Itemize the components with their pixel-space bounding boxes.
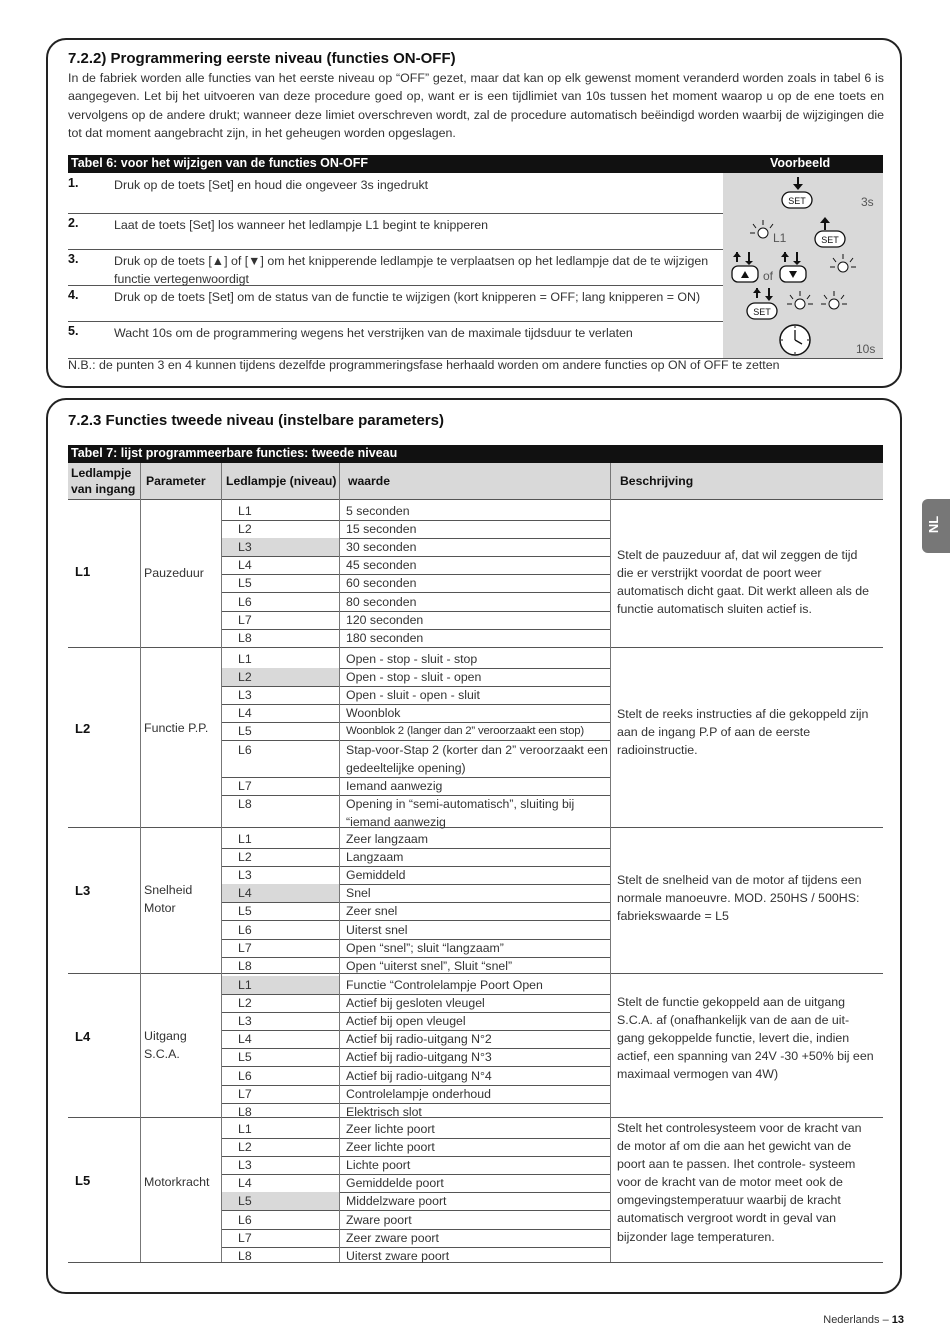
table-row [222,848,610,867]
value-cell: Stap-voor-Stap 2 (korter dan 2” veroorzaakt een gedeeltelijke opening) [346,742,608,775]
table-row [222,921,610,940]
value-cell: Actief bij radio-uitgang N°2 [346,1032,492,1047]
led-label: L1 [773,231,787,245]
level-cell: L3 [222,538,339,556]
table-row [222,502,610,521]
table6-row-4 [68,285,883,322]
table-row [222,629,610,647]
table6-note: N.B.: de punten 3 en 4 kunnen tijdens dezelfde programmeringsfase herhaald worden om andere functies op ON of OFF te zetten [68,358,780,372]
table-row [222,1192,610,1211]
svg-text:SET: SET [788,196,806,206]
section-title-second-level: 7.2.3 Functies tweede niveau (instelbare parameters) [68,412,444,429]
table-row [222,1156,610,1175]
level-cell: L6 [238,1068,252,1083]
table7-title: Tabel 7: lijst programmeerbare functies: tweede niveau [71,446,398,460]
table6-example-header: Voorbeeld [770,156,831,170]
table-row [222,574,610,593]
table-row [222,611,610,630]
blinking-led-icon [783,289,817,319]
table-row [222,538,610,557]
value-cell: Functie “Controlelampje Poort Open [346,978,543,992]
example-cell [723,213,883,249]
language-tab[interactable] [922,499,950,553]
table-row [222,1174,610,1193]
level-cell: L2 [238,850,252,865]
step-number: 2. [68,216,79,230]
table7-header-row [68,463,883,500]
value-cell: Zeer snel [346,904,398,919]
table7-column-divider [339,463,340,1262]
table-row [222,830,610,849]
value-cell: 120 seconden [346,612,424,627]
down-button-icon [777,250,811,284]
value-cell: Uiterst zware poort [346,1248,450,1263]
table7-group-l1 [68,499,883,648]
blinking-led-icon [817,289,851,319]
table6-row-3 [68,249,883,286]
level-cell: L7 [238,1086,252,1101]
value-cell: Opening in “semi-automatisch”, sluiting bij “iemand aanwezig [346,796,575,829]
value-cell: Elektrisch slot [346,1104,422,1119]
page-footer [823,1314,904,1326]
input-led-id: L2 [75,721,91,736]
level-cell: L7 [238,778,252,793]
table-row [222,1229,610,1248]
table6-title: Tabel 6: voor het wijzigen van de functies ON-OFF [71,156,369,170]
example-cell [723,285,883,321]
level-cell: L2 [238,1140,252,1155]
value-cell: Zware poort [346,1212,412,1227]
example-duration-label: 3s [861,195,874,209]
level-cell: L6 [238,922,252,937]
input-led-id: L5 [75,1173,91,1188]
level-cell: L2 [222,668,339,686]
level-cell: L4 [238,706,252,721]
header-input-led [71,463,141,501]
value-cell: 5 seconden [346,504,410,518]
table-row [222,1048,610,1067]
parameter-name: Pauzeduur [144,566,204,580]
example-cell [723,321,883,358]
parameter-name: Motorkracht [144,1175,210,1189]
example-cell [723,173,883,213]
value-cell: Open “snel”; sluit “langzaam” [346,940,504,955]
value-cell: 80 seconden [346,594,417,609]
value-cell: Gemiddeld [346,868,406,883]
level-cell: L2 [238,996,252,1011]
table6-row-2 [68,213,883,250]
header-value: waarde [348,474,391,488]
level-cell: L3 [238,1158,252,1173]
level-cell: L3 [238,1014,252,1029]
level-cell: L3 [238,688,252,703]
intro-paragraph: In de fabriek worden alle functies van het eerste niveau op “OFF” gezet, maar dat kan op elk gewenst moment veranderd worden zoals in tabel 6 is aangegeven. Let bij het uitvoeren van deze procedure goed op, want er is een tijdlimiet van 10s tussen het moment waarop u op de ene toets en vervolgens op de andere drukt; wanneer deze limiet overschreven wordt, zal de procedure automatisch beëindigd worden waarbij de wijzigingen die tot dat moment aangebracht zijn, in het geheugen worden opgeslagen. [68,71,884,140]
level-cell: L1 [238,832,252,846]
footer-language: Nederlands – [823,1314,892,1326]
table6-row-5 [68,321,883,359]
value-cell: Uiterst snel [346,922,408,937]
parameter-description: Stelt de pauzeduur af, dat wil zeggen de tijd die er verstrijkt voordat de poort weer automatisch dicht gaat. Dit werkt alleen als de functie automatisch sluiten actief is. [617,548,870,617]
level-cell: L5 [238,904,252,919]
table-row [222,976,610,995]
step-text: Druk op de toets [Set] om de status van de functie te wijzigen (kort knipperen = OFF; lang knipperen = ON) [114,290,701,304]
value-cell: Zeer lichte poort [346,1140,435,1155]
step-text: Wacht 10s om de programmering wegens het verstrijken van de maximale tijdsduur te verlaten [114,326,633,340]
value-cell: Woonblok [346,706,401,721]
parameter-name: Uitgang S.C.A. [144,1029,187,1061]
level-cell: L1 [238,504,252,518]
step-text: Druk op de toets [Set] en houd die ongeveer 3s ingedrukt [114,178,429,192]
level-cell: L4 [222,884,339,902]
level-cell: L6 [238,594,252,609]
level-cell: L7 [238,940,252,955]
table7-column-divider [610,463,611,1262]
level-cell: L6 [238,1212,252,1227]
table-row [222,994,610,1013]
up-button-icon [729,250,763,284]
input-led-id: L3 [75,883,91,898]
value-cell: Iemand aanwezig [346,778,443,793]
table-row [222,939,610,958]
level-cell: L4 [238,1176,252,1191]
header-level: Ledlampje (niveau) [226,474,337,488]
table-row [222,556,610,575]
value-cell: Lichte poort [346,1158,411,1173]
set-button-press-icon [743,286,783,320]
header-parameter: Parameter [146,474,206,488]
level-cell: L8 [238,1248,252,1263]
table7-title-bar [68,445,883,463]
table-row [222,722,610,741]
level-cell: L5 [222,1192,339,1210]
level-cell: L5 [238,1050,252,1065]
header-description: Beschrijving [620,474,694,488]
blinking-led-icon [825,251,859,281]
input-led-id: L1 [75,564,91,579]
step-number: 4. [68,288,79,302]
value-cell: Open - sluit - open - sluit [346,688,480,703]
value-cell: 45 seconden [346,558,417,573]
level-cell: L8 [238,630,252,645]
parameter-description: Stelt de functie gekoppeld aan de uitgang S.C.A. af (onafhankelijk van de aan de uit- gang gekoppelde functie, levert die, indien actief, een spanning van 24V -30 +50% bij een maximaal vermogen van 4W) [617,995,874,1082]
table7-group-l4 [68,973,883,1118]
level-cell: L8 [238,1104,252,1119]
timer-clock-icon [777,322,813,357]
example-cell [723,249,883,285]
table6-header [68,155,883,173]
value-cell: Snel [346,886,371,901]
level-cell: L8 [238,796,252,811]
table-row [222,520,610,539]
table-row [222,1012,610,1031]
step-number: 3. [68,252,79,266]
value-cell: Zeer lichte poort [346,1122,435,1136]
table7-group-l3 [68,827,883,974]
language-tab-label: NL [926,515,942,534]
table7-group-l5 [68,1117,883,1263]
level-cell: L5 [238,576,252,591]
step-text: Laat de toets [Set] los wanneer het ledlampje L1 begint te knipperen [114,218,489,232]
value-cell: Actief bij open vleugel [346,1014,466,1029]
table7-column-divider [140,463,141,1262]
table-row [222,795,610,831]
parameter-name: Snelheid Motor [144,883,193,915]
example-duration-label: 10s [856,342,876,356]
parameter-description: Stelt het controlesysteem voor de kracht van de motor af om die aan het gewicht van de poort aan te passen. Ihet controle- systeem voor de kracht van de motor meet ook de omgevingstemperatuur waarbij de kracht automatisch vergroot wordt in geval van bijzonder lage temperaturen. [617,1121,862,1244]
step-text: Druk op de toets [▲] of [▼] om het knipperende ledlampje te verplaatsen op het ledlampje dat de te wijzigen functie vertegenwoordigt [114,254,709,286]
section-title-first-level: 7.2.2) Programmering eerste niveau (functies ON-OFF) [68,50,456,67]
svg-text:SET: SET [821,235,839,245]
value-cell: Gemiddelde poort [346,1176,444,1191]
parameter-description: Stelt de reeks instructies af die gekoppeld zijn aan de ingang P.P of aan de eerste radioinstructie. [617,707,869,758]
value-cell: Zeer zware poort [346,1230,439,1245]
value-cell: Langzaam [346,850,404,865]
table-row [222,1067,610,1086]
level-cell: L4 [238,1032,252,1047]
table-row [222,866,610,885]
level-cell: L7 [238,612,252,627]
level-cell: L2 [238,522,252,537]
table-row [222,741,610,778]
table-row [222,593,610,612]
step-number: 5. [68,324,79,338]
table-row [222,668,610,687]
value-cell: Open - stop - sluit - open [346,670,482,685]
value-cell: 30 seconden [346,540,417,555]
input-led-id: L4 [75,1029,91,1044]
value-cell: Open “uiterst snel”, Sluit “snel” [346,958,513,973]
value-cell: Actief bij radio-uitgang N°4 [346,1068,492,1083]
table-row [222,686,610,705]
value-cell: 180 seconden [346,630,424,645]
value-cell: 15 seconden [346,522,417,537]
level-cell: L1 [238,1122,252,1136]
table-row [222,884,610,903]
level-cell: L1 [222,976,339,994]
table6-row-1 [68,173,883,214]
set-button-press-icon [778,175,818,209]
value-cell: Actief bij gesloten vleugel [346,996,485,1011]
value-cell: Controlelampje onderhoud [346,1086,491,1101]
header-input-led-line1: Ledlampje [71,466,132,480]
table-row [222,1085,610,1104]
level-cell: L5 [238,724,252,739]
table-row [222,1247,610,1265]
table-row [222,650,610,669]
table-row [222,1138,610,1157]
or-label: of [763,269,774,283]
table-row [222,777,610,796]
step-number: 1. [68,176,79,190]
page-number: 13 [891,1314,904,1326]
table-row [222,1120,610,1139]
parameter-description: Stelt de snelheid van de motor af tijdens een normale manoeuvre. MOD. 250HS / 500HS: fabriekswaarde = L5 [617,873,862,924]
table7-group-l2 [68,647,883,828]
table7-column-divider [221,463,222,1262]
value-cell: Zeer langzaam [346,832,429,846]
table-row [222,902,610,921]
level-cell: L7 [238,1230,252,1245]
level-cell: L4 [238,558,252,573]
table-row [222,1030,610,1049]
svg-text:SET: SET [753,307,771,317]
header-input-led-line2: van ingang [71,482,136,496]
level-cell: L6 [238,742,252,757]
table-row [222,1211,610,1230]
level-cell: L3 [238,868,252,883]
parameter-name: Functie P.P. [144,721,209,735]
value-cell: Woonblok 2 (langer dan 2” veroorzaakt een stop) [346,725,584,738]
value-cell: Middelzware poort [346,1194,447,1209]
level-cell: L8 [238,958,252,973]
value-cell: 60 seconden [346,576,417,591]
table-row [222,704,610,723]
set-button-release-icon [811,214,851,248]
value-cell: Open - stop - sluit - stop [346,652,478,666]
value-cell: Actief bij radio-uitgang N°3 [346,1050,492,1065]
level-cell: L1 [238,652,252,666]
